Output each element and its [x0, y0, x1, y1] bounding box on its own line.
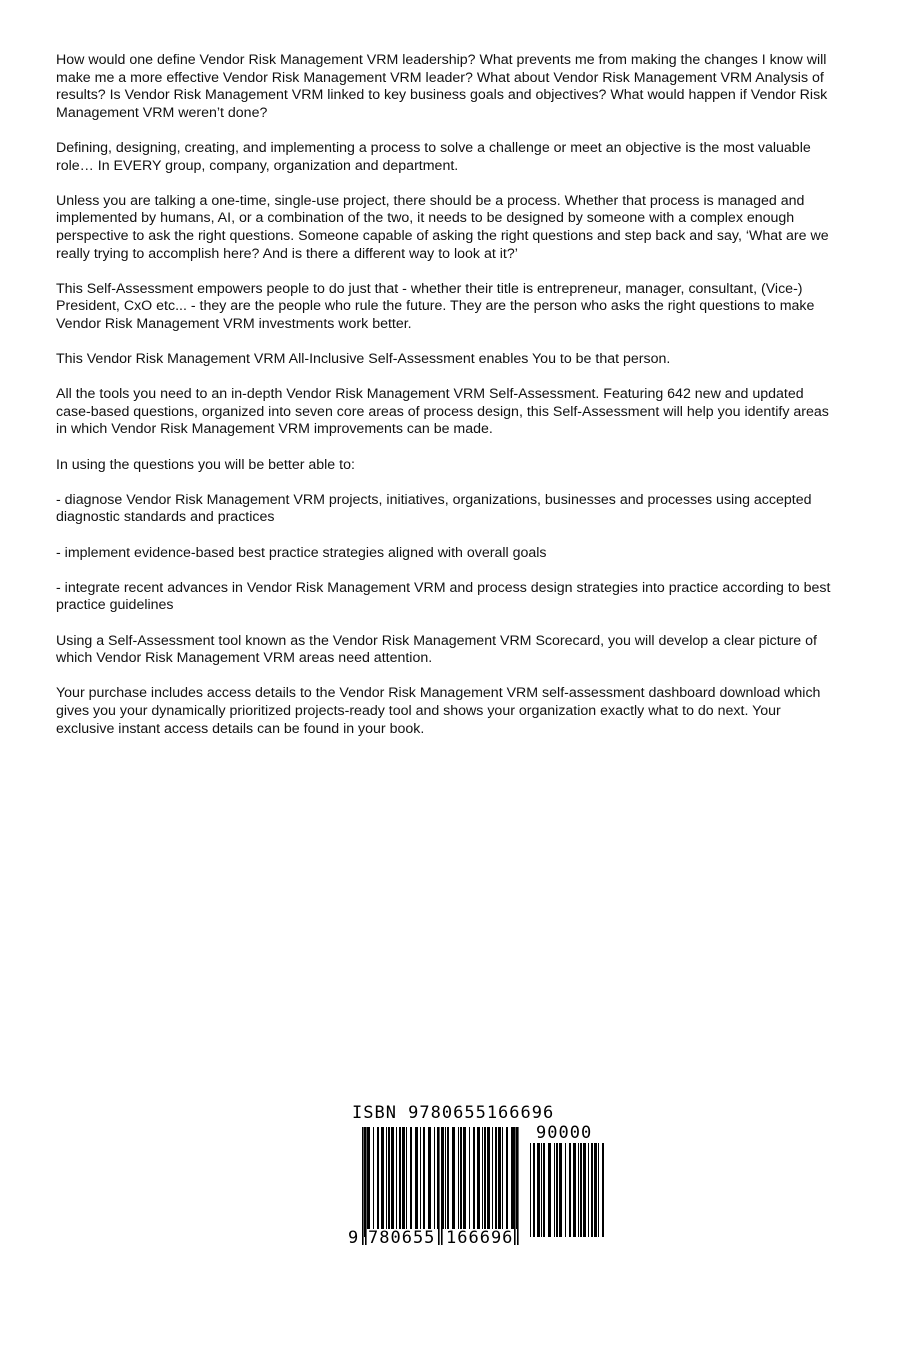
bullet-integrate: - integrate recent advances in Vendor Risk Management VRM and process design strategies into practice according to best practice guidelines: [56, 579, 831, 614]
barcode-bar: [410, 1127, 412, 1229]
barcode-bar: [591, 1143, 593, 1237]
barcode-bar: [469, 1127, 470, 1229]
barcode-bar: [420, 1127, 421, 1229]
barcode-bar: [473, 1127, 475, 1229]
barcode-digit-group-2: 166696: [446, 1228, 514, 1248]
barcode-bar: [598, 1143, 599, 1237]
barcode-bar: [388, 1127, 390, 1229]
barcode-bar: [452, 1127, 455, 1229]
barcode-bar: [492, 1127, 493, 1229]
barcode-bar: [573, 1143, 576, 1237]
barcode-guard-bar: [362, 1127, 364, 1245]
barcode-bar: [511, 1127, 514, 1229]
isbn-label: ISBN 9780655166696: [352, 1103, 555, 1123]
barcode-bar: [458, 1127, 459, 1229]
paragraph-unless-one-time: Unless you are talking a one-time, single-use project, there should be a process. Whether that process is managed and implemented by humans, AI, or a combination of the two, it needs to be designed by someone with a complex enough perspective to ask the right questions. Someone capable of asking the right questions and step back and say, ‘What are we really trying to accomplish here? And is there a different way to look at it?’: [56, 192, 829, 262]
barcode-bar: [484, 1127, 486, 1229]
barcode-bar: [396, 1127, 397, 1229]
barcode-bar: [602, 1143, 604, 1237]
isbn-barcode: [348, 1103, 610, 1253]
barcode-bar: [565, 1143, 566, 1237]
barcode-bar: [588, 1143, 589, 1237]
paragraph-all-the-tools: All the tools you need to an in-depth Vendor Risk Management VRM Self-Assessment. Featuring 642 new and updated case-based questions, organized into seven core areas of process design, this Self-Assessment will help you identify areas in which Vendor Risk Management VRM improvements can be made.: [56, 386, 829, 438]
barcode-bar: [406, 1127, 407, 1229]
barcode-bar: [428, 1127, 431, 1229]
bullet-diagnose: - diagnose Vendor Risk Management VRM projects, initiatives, organizations, businesses and processes using accepted diagnostic standards and practices: [56, 491, 812, 526]
barcode-guard-bar: [517, 1127, 519, 1245]
barcode-bar: [415, 1127, 418, 1229]
barcode-digit-first: 9: [348, 1228, 359, 1248]
barcode-bar: [502, 1127, 503, 1229]
barcode-bar: [460, 1127, 462, 1229]
barcode-bar: [541, 1143, 542, 1237]
paragraph-enables-you: This Vendor Risk Management VRM All-Inclusive Self-Assessment enables You to be that person.: [56, 351, 671, 368]
barcode-bar: [386, 1127, 387, 1229]
barcode-bar: [399, 1127, 401, 1229]
barcode-bar: [434, 1127, 435, 1229]
barcode-bar: [445, 1127, 446, 1229]
barcode-bar: [477, 1127, 480, 1229]
paragraph-scorecard: Using a Self-Assessment tool known as the Vendor Risk Management VRM Scorecard, you will develop a clear picture of which Vendor Risk Management VRM areas need attention.: [56, 632, 817, 667]
barcode-bar: [463, 1127, 466, 1229]
barcode-bar: [498, 1127, 501, 1229]
back-cover-text: [56, 52, 836, 756]
barcode-bar: [487, 1127, 490, 1229]
barcode-bar: [537, 1143, 540, 1237]
paragraph-self-assessment-empowers: This Self-Assessment empowers people to do just that - whether their title is entrepreneur, manager, consultant, (Vice-) President, CxO etc... - they are the people who rule the future. They are the person who asks the right questions to make Vendor Risk Management VRM investments work better.: [56, 280, 815, 332]
barcode-bar: [594, 1143, 597, 1237]
barcode-guard-bar: [365, 1127, 367, 1245]
barcode-bar: [506, 1127, 508, 1229]
paragraph-defining-process: Defining, designing, creating, and implementing a process to solve a challenge or meet an objective is the most valuable role… In EVERY group, company, organization and department.: [56, 139, 811, 174]
barcode-digit-group-1: 780655: [368, 1228, 436, 1248]
barcode-bar: [580, 1143, 582, 1237]
barcode-bar: [559, 1143, 562, 1237]
paragraph-intro-questions: How would one define Vendor Risk Management VRM leadership? What prevents me from making the changes I know will make me a more effective Vendor Risk Management VRM leader? What about Vendor Risk Management VRM Analysis of results? Is Vendor Risk Management VRM linked to key business goals and objectives? What would happen if Vendor Risk Management VRM weren’t done?: [56, 52, 828, 121]
barcode-bar: [447, 1127, 449, 1229]
barcode-bar: [391, 1127, 394, 1229]
barcode-bar: [367, 1127, 370, 1229]
barcode-bar: [495, 1127, 497, 1229]
addon-digits: 90000: [536, 1123, 593, 1143]
barcode-guard-bar: [514, 1127, 516, 1245]
barcode-bar: [516, 1127, 517, 1229]
barcode-bar: [373, 1127, 374, 1229]
barcode-bar: [548, 1143, 551, 1237]
barcode-bar: [423, 1127, 425, 1229]
barcode-guard-bar: [438, 1127, 440, 1245]
barcode-bar: [402, 1127, 405, 1229]
barcode-bar: [569, 1143, 571, 1237]
barcode-bar: [554, 1143, 555, 1237]
barcode-bar: [377, 1127, 379, 1229]
barcode-bar: [556, 1143, 558, 1237]
bullet-implement: - implement evidence-based best practice strategies aligned with overall goals: [56, 544, 547, 561]
barcode-bar: [578, 1143, 579, 1237]
barcode-bar: [482, 1127, 483, 1229]
barcode-guard-bar: [441, 1127, 443, 1245]
barcode-bar: [533, 1143, 535, 1237]
barcode-bar: [543, 1143, 545, 1237]
barcode-bar: [381, 1127, 384, 1229]
paragraph-in-using: In using the questions you will be better able to:: [56, 456, 355, 473]
paragraph-purchase-includes: Your purchase includes access details to the Vendor Risk Management VRM self-assessment dashboard download which gives you your dynamically prioritized projects-ready tool and shows your organization exactly what to do next. Your exclusive instant access details can be found in your book.: [56, 685, 821, 737]
barcode-bar: [530, 1143, 531, 1237]
barcode-bar: [583, 1143, 586, 1237]
